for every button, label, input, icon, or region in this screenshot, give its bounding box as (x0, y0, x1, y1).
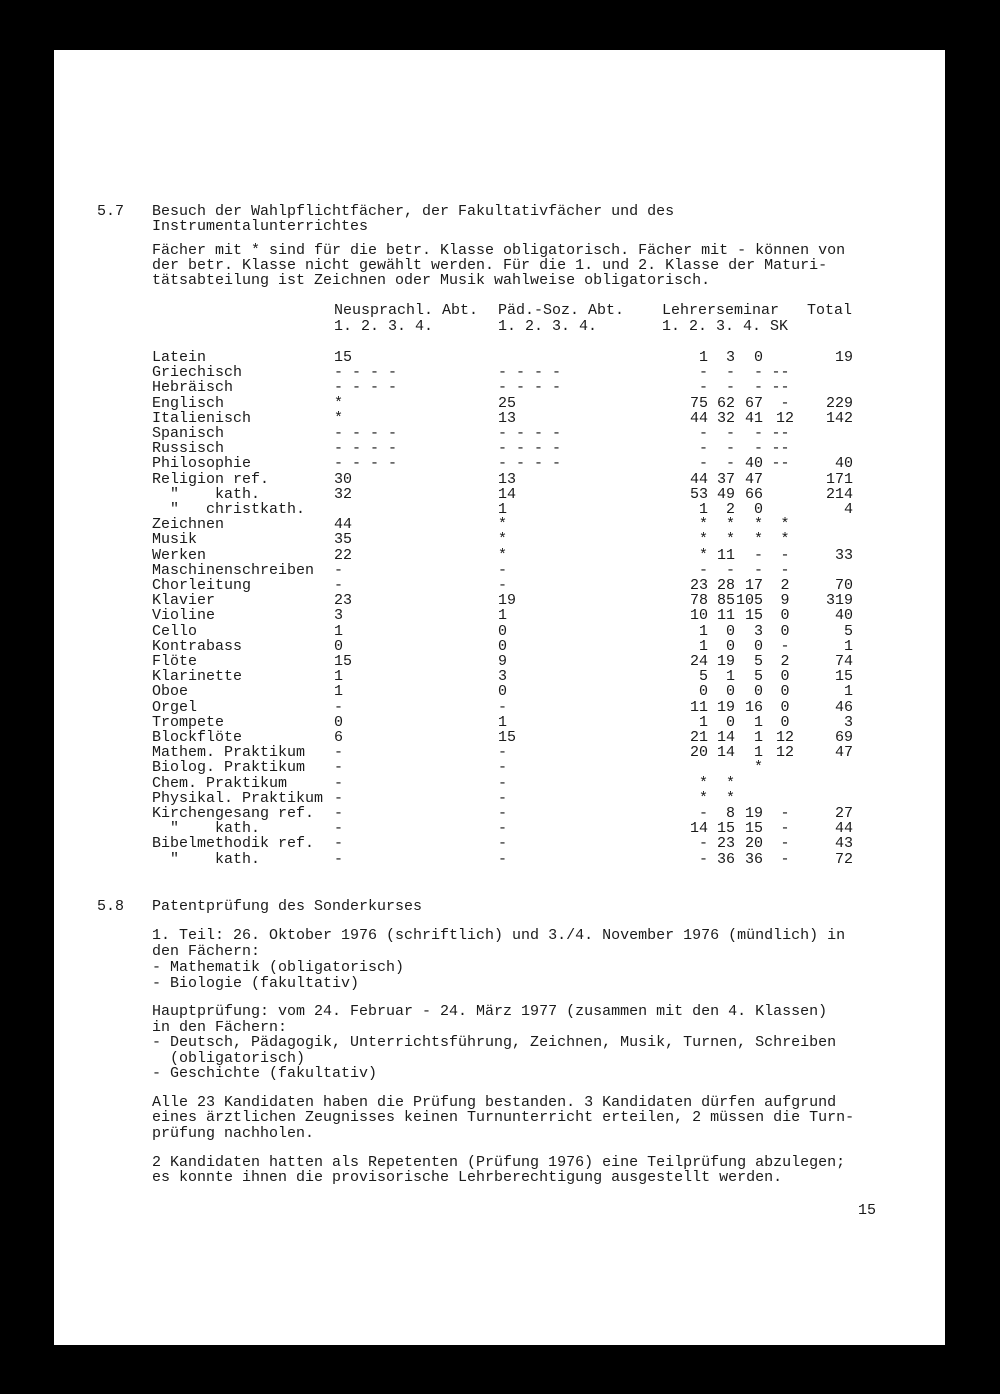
table-cell: - (725, 455, 735, 472)
table-cell: - (698, 851, 708, 868)
table-cell: 9 (498, 653, 508, 670)
table-cell: 1 (498, 714, 508, 731)
table-cell: - (698, 805, 708, 822)
table-cell: - (334, 744, 344, 761)
table-cell: - (334, 835, 344, 852)
table-cell: 36 (716, 851, 735, 868)
table-cell: 47 (834, 744, 853, 761)
table-cell: 0 (725, 683, 735, 700)
subject-label: Religion ref. (152, 471, 270, 488)
table-cell: - (698, 379, 708, 396)
class-header: 1. 2. 3. 4. SK (662, 318, 789, 335)
table-cell: 15 (334, 349, 353, 366)
table-cell: 3 (725, 349, 735, 366)
table-cell: 70 (834, 577, 853, 594)
table-cell: 15 (334, 653, 353, 670)
table-cell: * (698, 790, 708, 807)
subject-label: Bibelmethodik ref. (152, 835, 315, 852)
table-cell: 13 (498, 410, 517, 427)
body-text: 2 Kandidaten hatten als Repetenten (Prüfung 1976) eine Teilprüfung abzulegen; (152, 1154, 846, 1171)
table-cell: - (725, 425, 735, 442)
table-cell: 67 (744, 395, 763, 412)
table-cell: - (498, 699, 508, 716)
table-cell: 14 (716, 729, 735, 746)
table-cell: 0 (780, 607, 790, 624)
table-cell: 20 (744, 835, 763, 852)
table-cell: 85 (716, 592, 735, 609)
section-title: Patentprüfung des Sonderkurses (152, 898, 423, 915)
subject-label: Chem. Praktikum (152, 775, 288, 792)
table-cell: 12 (775, 744, 794, 761)
table-cell: 0 (725, 714, 735, 731)
subject-label: " christkath. (152, 501, 306, 518)
intro-text: der betr. Klasse nicht gewählt werden. Für die 1. und 2. Klasse der Maturi- (152, 257, 828, 274)
table-cell: 319 (825, 592, 853, 609)
table-cell: 1 (698, 638, 708, 655)
table-cell: 0 (698, 683, 708, 700)
subject-label: Physikal. Praktikum (152, 790, 324, 807)
table-cell: 33 (834, 547, 853, 564)
table-cell: 0 (753, 349, 763, 366)
table-cell: 1 (753, 729, 763, 746)
body-text: eines ärztlichen Zeugnisses keinen Turnunterricht erteilen, 2 müssen die Turn- (152, 1109, 855, 1126)
column-header: Lehrerseminar (662, 302, 780, 319)
table-cell: 16 (744, 699, 763, 716)
subject-label: Maschinenschreiben (152, 562, 315, 579)
table-cell: 0 (780, 699, 790, 716)
table-cell: 1 (334, 668, 344, 685)
table-cell: 0 (780, 714, 790, 731)
body-text: es konnte ihnen die provisorische Lehrberechtigung ausgestellt werden. (152, 1169, 783, 1186)
table-cell: * (498, 531, 508, 548)
body-text: prüfung nachholen. (152, 1125, 315, 1142)
subject-label: Chorleitung (152, 577, 252, 594)
table-cell: * (725, 790, 735, 807)
table-cell: * (498, 516, 508, 533)
section-number: 5.7 (97, 203, 125, 220)
table-cell: 24 (689, 653, 708, 670)
table-cell: 41 (744, 410, 763, 427)
table-cell: * (334, 410, 344, 427)
table-cell: - (753, 425, 763, 442)
table-cell: 2 (780, 653, 790, 670)
table-cell: 19 (716, 699, 735, 716)
table-cell: 32 (716, 410, 735, 427)
subject-label: Mathem. Praktikum (152, 744, 306, 761)
table-cell: 0 (498, 683, 508, 700)
table-cell: 40 (834, 607, 853, 624)
column-header: Päd.-Soz. Abt. (498, 302, 625, 319)
table-cell: 15 (744, 820, 763, 837)
table-cell: - (771, 455, 781, 472)
table-cell: 13 (498, 471, 517, 488)
table-cell: 35 (334, 531, 353, 548)
table-cell: - (780, 425, 790, 442)
table-cell: 78 (689, 592, 708, 609)
table-cell: 17 (744, 577, 763, 594)
table-cell: 229 (825, 395, 853, 412)
table-cell: 19 (716, 653, 735, 670)
table-cell: 1 (698, 623, 708, 640)
table-cell: - (698, 364, 708, 381)
table-cell: - (498, 577, 508, 594)
table-cell: - (334, 577, 344, 594)
table-cell: - (780, 440, 790, 457)
table-cell: 11 (716, 607, 735, 624)
table-cell: 75 (689, 395, 708, 412)
table-cell: 40 (744, 455, 763, 472)
table-cell: 1 (843, 638, 853, 655)
table-cell: 6 (334, 729, 344, 746)
table-cell: 5 (753, 668, 763, 685)
table-cell: - (498, 775, 508, 792)
table-cell: 23 (716, 835, 735, 852)
table-cell: 1 (498, 501, 508, 518)
table-cell: 0 (780, 683, 790, 700)
table-cell: 27 (834, 805, 853, 822)
body-text: - Deutsch, Pädagogik, Unterrichtsführung, Zeichnen, Musik, Turnen, Schreiben (152, 1034, 837, 1051)
table-cell: - (780, 547, 790, 564)
table-cell: 1 (698, 349, 708, 366)
table-cell: - (780, 562, 790, 579)
table-cell: 12 (775, 729, 794, 746)
table-cell: - (498, 851, 508, 868)
section-number: 5.8 (97, 898, 125, 915)
table-cell: 142 (825, 410, 853, 427)
table-cell: 49 (716, 486, 735, 503)
table-cell: - (780, 805, 790, 822)
body-text: 1. Teil: 26. Oktober 1976 (schriftlich) und 3./4. November 1976 (mündlich) in (152, 927, 846, 944)
column-header: Neusprachl. Abt. (334, 302, 479, 319)
table-cell: - (698, 835, 708, 852)
table-cell: - - - - (498, 425, 562, 442)
table-cell: - (753, 379, 763, 396)
table-cell: 0 (334, 714, 344, 731)
class-header: 1. 2. 3. 4. (334, 318, 434, 335)
subject-label: Kontrabass (152, 638, 243, 655)
table-cell: 62 (716, 395, 735, 412)
table-cell: - (771, 440, 781, 457)
table-cell: 1 (725, 668, 735, 685)
table-cell: - (780, 835, 790, 852)
table-cell: * (753, 531, 763, 548)
table-cell: 0 (753, 638, 763, 655)
table-cell: 14 (716, 744, 735, 761)
table-cell: 4 (843, 501, 853, 518)
subject-label: Cello (152, 623, 198, 640)
subject-label: Philosophie (152, 455, 252, 472)
subject-label: Latein (152, 349, 207, 366)
table-cell: 53 (689, 486, 708, 503)
subject-label: Blockflöte (152, 729, 243, 746)
table-cell: - (771, 364, 781, 381)
table-cell: 0 (725, 638, 735, 655)
table-cell: 1 (698, 501, 708, 518)
table-cell: * (725, 775, 735, 792)
subject-label: Italienisch (152, 410, 252, 427)
table-cell: - - - - (334, 364, 398, 381)
table-cell: - (725, 440, 735, 457)
table-cell: - (498, 835, 508, 852)
table-cell: 15 (834, 668, 853, 685)
table-cell: - (334, 775, 344, 792)
subject-label: Biolog. Praktikum (152, 759, 306, 776)
table-cell: - (780, 851, 790, 868)
table-cell: 0 (334, 638, 344, 655)
table-cell: 8 (725, 805, 735, 822)
table-cell: 1 (334, 683, 344, 700)
table-cell: - (780, 638, 790, 655)
table-cell: 11 (689, 699, 708, 716)
table-cell: * (753, 516, 763, 533)
table-cell: 1 (334, 623, 344, 640)
table-cell: * (334, 395, 344, 412)
table-cell: - (334, 699, 344, 716)
table-cell: 74 (834, 653, 853, 670)
table-cell: - (498, 805, 508, 822)
table-cell: 40 (834, 455, 853, 472)
table-cell: 3 (498, 668, 508, 685)
table-cell: * (725, 516, 735, 533)
body-text: - Biologie (fakultativ) (152, 975, 360, 992)
table-cell: 72 (834, 851, 853, 868)
table-cell: - (780, 379, 790, 396)
table-cell: 9 (780, 592, 790, 609)
table-cell: 30 (334, 471, 353, 488)
body-text: den Fächern: (152, 943, 261, 960)
table-cell: 22 (334, 547, 353, 564)
table-cell: - (753, 547, 763, 564)
table-cell: 0 (753, 683, 763, 700)
subject-label: Klarinette (152, 668, 243, 685)
table-cell: 28 (716, 577, 735, 594)
subject-label: " kath. (152, 851, 261, 868)
table-cell: - (725, 562, 735, 579)
subject-label: Klavier (152, 592, 216, 609)
table-cell: 5 (843, 623, 853, 640)
body-text: Alle 23 Kandidaten haben die Prüfung bestanden. 3 Kandidaten dürfen aufgrund (152, 1094, 837, 1111)
intro-text: Fächer mit * sind für die betr. Klasse obligatorisch. Fächer mit - können von (152, 242, 846, 259)
table-cell: - (334, 820, 344, 837)
table-cell: - (771, 379, 781, 396)
subject-label: Oboe (152, 683, 189, 700)
subject-label: Violine (152, 607, 216, 624)
table-cell: 20 (689, 744, 708, 761)
table-cell: 46 (834, 699, 853, 716)
table-cell: - - - - (498, 455, 562, 472)
table-cell: * (780, 531, 790, 548)
table-cell: - (780, 455, 790, 472)
subject-label: Zeichnen (152, 516, 225, 533)
table-cell: 214 (825, 486, 853, 503)
table-cell: 37 (716, 471, 735, 488)
table-cell: 44 (689, 471, 708, 488)
table-cell: - (498, 820, 508, 837)
table-cell: 21 (689, 729, 708, 746)
subject-label: Griechisch (152, 364, 243, 381)
table-cell: 11 (716, 547, 735, 564)
body-text: - Geschichte (fakultativ) (152, 1065, 378, 1082)
table-cell: * (698, 547, 708, 564)
subject-label: Werken (152, 547, 207, 564)
table-cell: 47 (744, 471, 763, 488)
table-cell: 171 (825, 471, 853, 488)
class-header: 1. 2. 3. 4. (498, 318, 598, 335)
table-cell: 1 (498, 607, 508, 624)
table-cell: 2 (725, 501, 735, 518)
table-cell: - (698, 562, 708, 579)
table-cell: 0 (498, 638, 508, 655)
table-cell: - (753, 440, 763, 457)
table-cell: 3 (753, 623, 763, 640)
subject-label: " kath. (152, 486, 261, 503)
body-text: - Mathematik (obligatorisch) (152, 959, 405, 976)
table-cell: 23 (334, 592, 353, 609)
table-cell: 69 (834, 729, 853, 746)
table-cell: - (698, 455, 708, 472)
table-cell: - - - - (498, 379, 562, 396)
table-cell: - (780, 364, 790, 381)
table-cell: - (498, 744, 508, 761)
table-cell: * (725, 531, 735, 548)
table-cell: 15 (744, 607, 763, 624)
table-cell: - (334, 790, 344, 807)
subject-label: Spanisch (152, 425, 225, 442)
body-text: in den Fächern: (152, 1019, 288, 1036)
table-cell: * (698, 516, 708, 533)
table-cell: 44 (834, 820, 853, 837)
table-cell: 66 (744, 486, 763, 503)
table-cell: - - - - (498, 364, 562, 381)
table-cell: 32 (334, 486, 353, 503)
subject-label: Russisch (152, 440, 225, 457)
table-cell: 0 (498, 623, 508, 640)
body-text: (obligatorisch) (152, 1050, 306, 1067)
table-cell: - - - - (334, 379, 398, 396)
subject-label: Kirchengesang ref. (152, 805, 315, 822)
table-cell: 44 (689, 410, 708, 427)
table-cell: 44 (334, 516, 353, 533)
table-cell: 19 (498, 592, 517, 609)
intro-text: tätsabteilung ist Zeichnen oder Musik wahlweise obligatorisch. (152, 272, 711, 289)
section-title: Instrumentalunterrichtes (152, 218, 369, 235)
table-cell: 0 (725, 623, 735, 640)
table-cell: - (771, 425, 781, 442)
page-number: 15 (858, 1202, 877, 1219)
table-cell: - (753, 562, 763, 579)
table-cell: 36 (744, 851, 763, 868)
table-cell: 19 (834, 349, 853, 366)
table-cell: * (780, 516, 790, 533)
table-cell: * (753, 759, 763, 776)
table-cell: * (698, 531, 708, 548)
table-cell: - (780, 395, 790, 412)
table-cell: - (698, 425, 708, 442)
subject-label: " kath. (152, 820, 261, 837)
table-cell: 2 (780, 577, 790, 594)
table-cell: - (334, 851, 344, 868)
table-cell: - (780, 820, 790, 837)
section-title: Besuch der Wahlpflichtfächer, der Fakultativfächer und des (152, 203, 675, 220)
document-page (54, 50, 945, 1345)
table-cell: 10 (689, 607, 708, 624)
subject-label: Flöte (152, 653, 198, 670)
table-cell: - - - - (498, 440, 562, 457)
table-cell: 3 (334, 607, 344, 624)
table-cell: - (498, 790, 508, 807)
table-cell: 1 (698, 714, 708, 731)
table-cell: - (753, 364, 763, 381)
table-cell: 0 (780, 623, 790, 640)
table-cell: 15 (498, 729, 517, 746)
table-cell: 0 (753, 501, 763, 518)
table-cell: - (334, 562, 344, 579)
table-cell: - (334, 805, 344, 822)
table-cell: 43 (834, 835, 853, 852)
table-cell: - (725, 364, 735, 381)
table-cell: 5 (698, 668, 708, 685)
table-cell: 14 (689, 820, 708, 837)
table-cell: 3 (843, 714, 853, 731)
subject-label: Hebräisch (152, 379, 234, 396)
table-cell: 1 (843, 683, 853, 700)
table-cell: 15 (716, 820, 735, 837)
table-cell: - - - - (334, 425, 398, 442)
table-cell: 1 (753, 744, 763, 761)
subject-label: Englisch (152, 395, 225, 412)
table-cell: - (725, 379, 735, 396)
subject-label: Trompete (152, 714, 225, 731)
table-cell: - (334, 759, 344, 776)
subject-label: Musik (152, 531, 198, 548)
table-cell: - - - - (334, 440, 398, 457)
column-header: Total (807, 302, 853, 319)
body-text: Hauptprüfung: vom 24. Februar - 24. März 1977 (zusammen mit den 4. Klassen) (152, 1003, 828, 1020)
table-cell: - - - - (334, 455, 398, 472)
table-cell: * (698, 775, 708, 792)
table-cell: 23 (689, 577, 708, 594)
table-cell: 0 (780, 668, 790, 685)
subject-label: Orgel (152, 699, 198, 716)
table-cell: 14 (498, 486, 517, 503)
table-cell: - (698, 440, 708, 457)
table-cell: 12 (775, 410, 794, 427)
table-cell: * (498, 547, 508, 564)
table-cell: 25 (498, 395, 517, 412)
table-cell: 105 (735, 592, 763, 609)
table-cell: 5 (753, 653, 763, 670)
table-cell: 1 (753, 714, 763, 731)
table-cell: - (498, 759, 508, 776)
table-cell: 19 (744, 805, 763, 822)
table-cell: - (498, 562, 508, 579)
